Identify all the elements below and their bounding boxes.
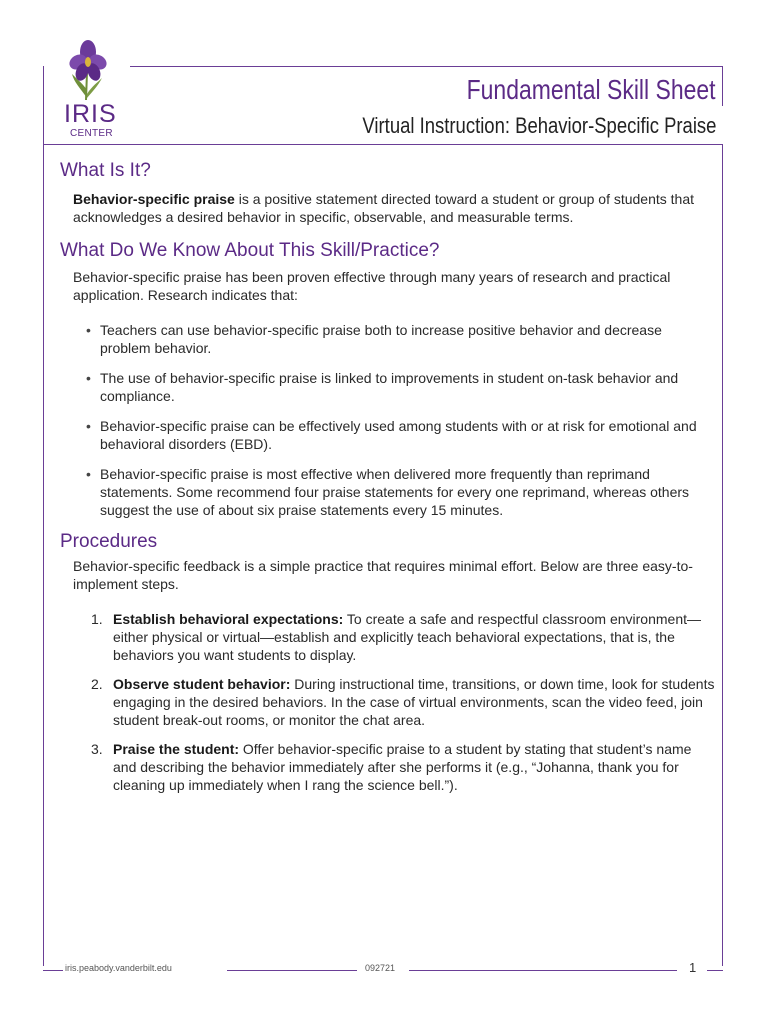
step-number: 2.	[91, 676, 103, 692]
footer-url[interactable]: iris.peabody.vanderbilt.edu	[65, 963, 172, 973]
definition-paragraph	[73, 190, 715, 226]
footer-rule	[409, 970, 677, 971]
list-item: • Teachers can use behavior-specific praise both to increase positive behavior and decrease problem behavior.	[60, 321, 715, 357]
procedures-intro: Behavior-specific feedback is a simple practice that requires minimal effort. Below are three easy-to-implement steps.	[73, 558, 693, 592]
footer-rule	[227, 970, 357, 971]
list-item: • Behavior-specific praise is most effective when delivered more frequently than reprimand statements. Some recommend four praise statements for every one reprimand, whereas others suggest the use of about six praise statements every 15 minutes.	[60, 465, 715, 519]
page-title: Fundamental Skill Sheet	[467, 74, 716, 105]
logo-subtext: CENTER	[70, 128, 113, 139]
main-content	[60, 160, 715, 805]
definition-term: Behavior-specific praise	[73, 191, 235, 207]
research-bullet-list	[60, 321, 715, 519]
footer-rule	[707, 970, 723, 971]
step-title: Praise the student:	[113, 741, 240, 757]
step-number: 1.	[91, 611, 103, 627]
footer-code: 092721	[365, 963, 396, 973]
step-text: During instructional time, transitions, or down time, look for students engaging in the desired behaviors. In the case of virtual environments, scan the video feed, join student break-out rooms, or monitor the chat area.	[113, 676, 715, 728]
list-item	[60, 675, 715, 729]
frame-top-rule	[43, 66, 723, 67]
footer-rule	[43, 970, 63, 971]
section-heading-procedures: Procedures	[60, 531, 158, 552]
list-item	[60, 610, 715, 664]
step-number: 3.	[91, 741, 103, 757]
page-subtitle: Virtual Instruction: Behavior-Specific Praise	[361, 113, 716, 138]
frame-right-rule	[722, 144, 723, 966]
step-title: Observe student behavior:	[113, 676, 291, 692]
list-item: • The use of behavior-specific praise is linked to improvements in student on-task behavior and compliance.	[60, 369, 715, 405]
step-title: Establish behavioral expectations:	[113, 611, 344, 627]
page-footer	[43, 960, 723, 980]
section-heading-what-we-know: What Do We Know About This Skill/Practice?	[60, 240, 440, 261]
section-heading-what-is-it: What Is It?	[60, 160, 151, 181]
iris-flower-icon	[66, 38, 110, 102]
logo-wordmark: IRIS	[64, 100, 117, 128]
iris-center-logo	[44, 38, 130, 142]
header-divider	[43, 144, 723, 145]
frame-right-rule-top	[722, 66, 723, 106]
research-intro: Behavior-specific praise has been proven effective through many years of research and practical application. Research indicates that:	[73, 269, 671, 303]
page-number: 1	[689, 960, 697, 975]
procedure-steps-list	[60, 610, 715, 794]
step-text: Offer behavior-specific praise to a student by stating that student’s name and describing the behavior immediately after she performs it (e.g., “Johanna, thank you for cleaning up immediately when I rang the science bell.”).	[113, 741, 692, 793]
list-item	[60, 740, 715, 794]
list-item: • Behavior-specific praise can be effectively used among students with or at risk for emotional and behavioral disorders (EBD).	[60, 417, 715, 453]
definition-text: is a positive statement directed toward a student or group of students that acknowledges a desired behavior in specific, observable, and measurable terms.	[73, 191, 695, 225]
step-text: To create a safe and respectful classroom environment—either physical or virtual—establish and explicitly teach behavioral expectations, that is, the behaviors you want students to display.	[113, 611, 701, 663]
frame-left-rule	[43, 66, 44, 966]
